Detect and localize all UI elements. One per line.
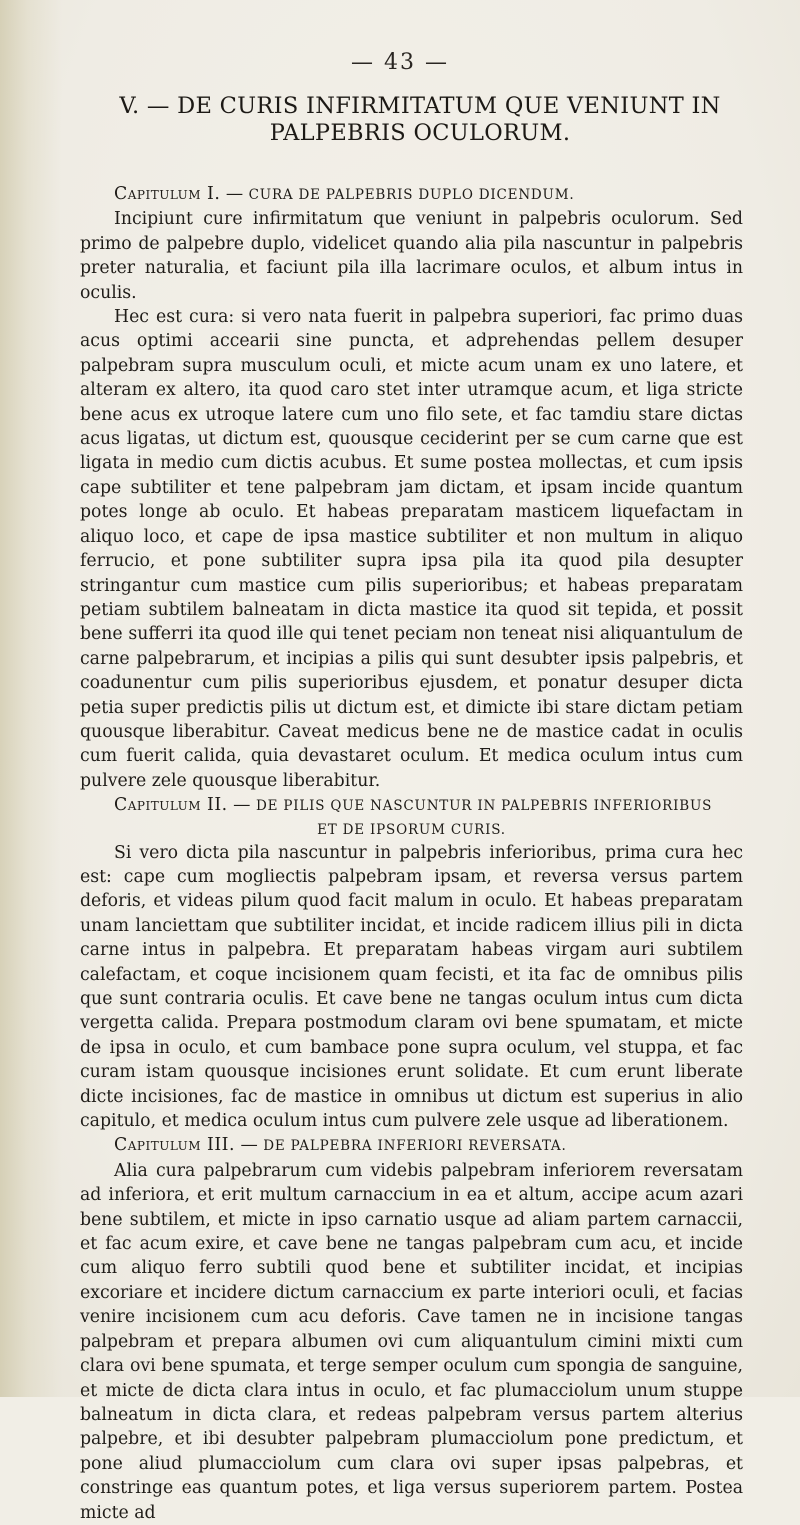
chapter-2-label: Capitulum II. xyxy=(114,795,228,816)
chapter-3-label: Capitulum III. xyxy=(114,1135,235,1156)
chapter-1-title: CURA DE PALPEBRIS DUPLO DICENDUM. xyxy=(248,187,575,203)
chapter-1-body: Capitulum I. — CURA DE PALPEBRIS DUPLO DICENDUM. xyxy=(114,184,575,204)
chapter-2-subtitle: ET DE IPSORUM CURIS. xyxy=(317,821,506,838)
chapter-2-heading: Capitulum II. — DE PILIS QUE NASCUNTUR IN PALPEBRIS INFERIORIBUS xyxy=(114,795,713,816)
chapter-1-label: Capitulum I. xyxy=(114,184,221,204)
chapter-3-heading: Capitulum III. — DE PALPEBRA INFERIORI REVERSATA. xyxy=(114,1135,567,1156)
paragraph: Hec est cura: si vero nata fuerit in palpebra superiori, fac primo duas acus optimi accearii sine puncta, et adprehendas pellem desuper palpebram supra musculum oculi, et micte acum unam ex uno latere, et alteram ex altero, ita quod caro stet inter utramque acum, et liga stricte bene acus ex utroque latere cum uno filo sete, et fac tamdiu stare dictas acus ligatas, ut dictum est, quousque ceciderint per se cum carne que est ligata in medio cum dictis acubus. Et sume postea mollectas, et cum ipsis cape subtiliter et tene palpebram jam dictam, et ipsam incide quantum potes longe ab oculo. Et habeas preparatam masticem liquefactam in aliquo loco, et cape de ipsa mastice subtiliter et non multum in aliquo ferrucio, et pone subtiliter supra ipsa pila ita quod pila desupter stringantur cum mastice cum pilis superioribus; et habeas preparatam petiam subtilem balneatam in dicta mastice ita quod sit tepida, et possit bene sufferri ita quod ille qui tenet peciam non teneat nisi aliquantulum de carne palpebrarum, et incipias a pilis qui sunt desubter ipsis palpebris, et coadunentur cum pilis superioribus ejusdem, et ponatur desuper dicta petia super predictis pilis ut dictum est, et dimicte ibi stare dictam petiam quousque liberabitur. Caveat medicus bene ne de mastice cadat in oculis cum fuerit calida, quia devastaret oculum. Et medica oculum intus cum pulvere zele quousque liberabitur. xyxy=(80,307,743,791)
paragraph: Si vero dicta pila nascuntur in palpebris inferioribus, prima cura hec est: cape cum mogliectis palpebram ipsam, et reversa versus partem deforis, et videas pilum quod facit malum in oculo. Et habeas preparatam unam lanciettam que subtiliter incidat, et incide radicem illius pili in dicta carne intus in palpebra. Et preparatam habeas virgam auri subtilem calefactam, et coque incisionem quam fecisti, et ita fac de omnibus pilis que sunt contraria oculis. Et cave bene ne tangas oculum intus cum dicta vergetta calida. Prepara postmodum claram ovi bene spumatam, et micte de ipsa in oculo, et cum bambace pone supra oculum, vel stuppa, et fac curam istam quousque incisiones erunt solidate. Et cum erunt liberate dicte incisiones, fac de mastice in omnibus ut dictum est superius in alio capitulo, et medica oculum intus cum pulvere zele usque ad liberationem. xyxy=(80,842,743,1132)
chapter-2-title: DE PILIS QUE NASCUNTUR IN PALPEBRIS INFERIORIBUS xyxy=(255,798,713,815)
paragraph: Incipiunt cure infirmitatum que veniunt in palpebris oculorum. Sed primo de palpebre duplo, videlicet quando alia pila nascuntur in palpebris preter naturalia, et faciunt pila illa lacrimare oculos, et album intus in oculis. xyxy=(80,209,743,303)
section-title: V. — DE CURIS INFIRMITATUM QUE VENIUNT IN PALPEBRIS OCULORUM. xyxy=(119,93,721,146)
page-number: — 43 — xyxy=(351,50,449,75)
body-text xyxy=(80,182,743,1525)
paragraph: Alia cura palpebrarum cum videbis palpebram inferiorem reversatam ad inferiora, et erit multum carnaccium in ea et altum, accipe acum azari bene subtilem, et micte in ipso carnatio usque ad aliam partem carnaccii, et fac acum exire, et cave bene ne tangas palpebram cum acu, et incide cum aliquo ferro subtili quod bene et subtiliter incidat, et incipias excoriare et incidere dictum carnaccium ex parte interiori oculi, et facias venire incisionem cum acu deforis. Cave tamen ne in incisione tangas palpebram et prepara albumen ovi cum aliquantulum cimini mixti cum clara ovi bene spumata, et terge semper oculum cum spongia de sanguine, et micte de dicta clara intus in oculo, et fac plumacciolum unum stuppe balneatum in dicta clara, et redeas palpebram versus partem alterius palpebre, et ibi desubter palpebram plumacciolum pone predictum, et pone aliud plumacciolum cum clara ovi super ipsas palpebras, et constringe eas quantum potes, et liga versus superiorem partem. Postea micte ad xyxy=(80,1160,743,1523)
chapter-3-title: DE PALPEBRA INFERIORI REVERSATA. xyxy=(263,1138,567,1155)
paper-stain xyxy=(0,0,62,1397)
